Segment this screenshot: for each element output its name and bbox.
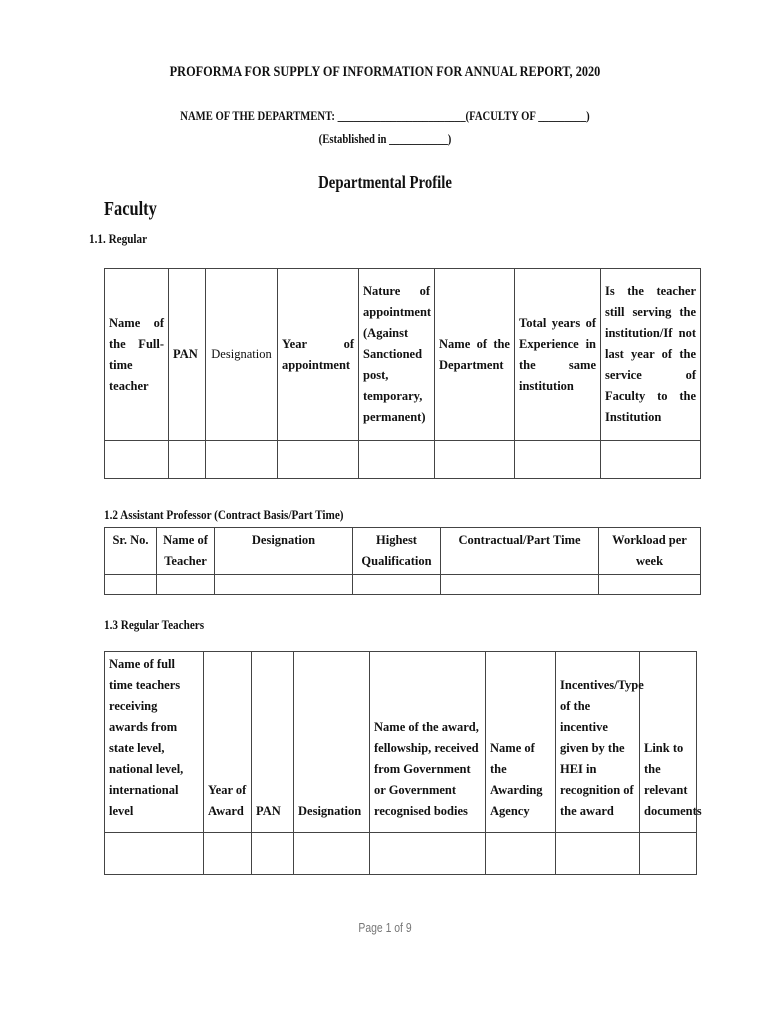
header-cell: Nature of appointment (Against Sanctioned post, temporary, permanent)	[359, 269, 435, 441]
header-cell: Year of appointment	[278, 269, 359, 441]
empty-cell[interactable]	[157, 575, 215, 595]
header-cell: Name of the award, fellowship, received from Government or Government recognised bodies	[370, 652, 486, 833]
empty-cell[interactable]	[105, 833, 204, 875]
table-row	[105, 833, 697, 875]
table-row	[105, 441, 701, 479]
assistant-professor-heading: 1.2 Assistant Professor (Contract Basis/Part Time)	[104, 507, 344, 522]
header-cell: Sr. No.	[105, 528, 157, 575]
section-title: Departmental Profile	[318, 172, 452, 192]
document-title: PROFORMA FOR SUPPLY OF INFORMATION FOR ANNUAL REPORT, 2020	[169, 64, 601, 80]
empty-cell[interactable]	[105, 575, 157, 595]
empty-cell[interactable]	[204, 833, 252, 875]
header-cell: Is the teacher still serving the institution/If not last year of the service of Faculty to the Institution	[601, 269, 701, 441]
header-cell: PAN	[169, 269, 206, 441]
header-cell: Name of full time teachers receiving awards from state level, national level, international level	[105, 652, 204, 833]
empty-cell[interactable]	[486, 833, 556, 875]
header-cell: Year of Award	[204, 652, 252, 833]
assistant-professor-table	[104, 527, 701, 595]
table-header-row	[105, 652, 697, 833]
empty-cell[interactable]	[169, 441, 206, 479]
empty-cell[interactable]	[294, 833, 370, 875]
header-cell: Name of the Awarding Agency	[486, 652, 556, 833]
table-header-row	[105, 269, 701, 441]
empty-cell[interactable]	[599, 575, 701, 595]
empty-cell[interactable]	[556, 833, 640, 875]
regular-teachers-awards-table	[104, 651, 702, 875]
header-cell: Name of the Full-time teacher	[105, 269, 169, 441]
header-cell: Contractual/Part Time	[441, 528, 599, 575]
regular-faculty-table	[104, 268, 701, 479]
empty-cell[interactable]	[105, 441, 169, 479]
header-cell: Highest Qualification	[353, 528, 441, 575]
empty-cell[interactable]	[601, 441, 701, 479]
empty-cell[interactable]	[370, 833, 486, 875]
empty-cell[interactable]	[353, 575, 441, 595]
empty-cell[interactable]	[252, 833, 294, 875]
empty-cell[interactable]	[640, 833, 697, 875]
header-cell: Designation	[206, 269, 278, 441]
faculty-heading: Faculty	[104, 198, 157, 220]
table-row	[105, 575, 701, 595]
empty-cell[interactable]	[359, 441, 435, 479]
empty-cell[interactable]	[215, 575, 353, 595]
header-cell: Link to the relevant documents	[640, 652, 697, 833]
header-cell: Designation	[294, 652, 370, 833]
empty-cell[interactable]	[278, 441, 359, 479]
regular-subheading: 1.1. Regular	[89, 231, 148, 246]
header-cell: Total years of Experience in the same institution	[515, 269, 601, 441]
page-number: Page 1 of 9	[358, 920, 412, 935]
header-cell: PAN	[252, 652, 294, 833]
header-cell: Designation	[215, 528, 353, 575]
regular-teachers-heading: 1.3 Regular Teachers	[104, 617, 205, 632]
header-cell: Workload per week	[599, 528, 701, 575]
table-header-row	[105, 528, 701, 575]
header-cell: Name of the Department	[435, 269, 515, 441]
header-cell: Incentives/Type of the incentive given by the HEI in recognition of the award	[556, 652, 640, 833]
empty-cell[interactable]	[515, 441, 601, 479]
header-cell: Name of Teacher	[157, 528, 215, 575]
empty-cell[interactable]	[206, 441, 278, 479]
department-line: NAME OF THE DEPARTMENT: ________________________(FACULTY OF _________)	[180, 108, 590, 123]
empty-cell[interactable]	[435, 441, 515, 479]
empty-cell[interactable]	[441, 575, 599, 595]
established-line: (Established in ___________)	[318, 131, 452, 146]
